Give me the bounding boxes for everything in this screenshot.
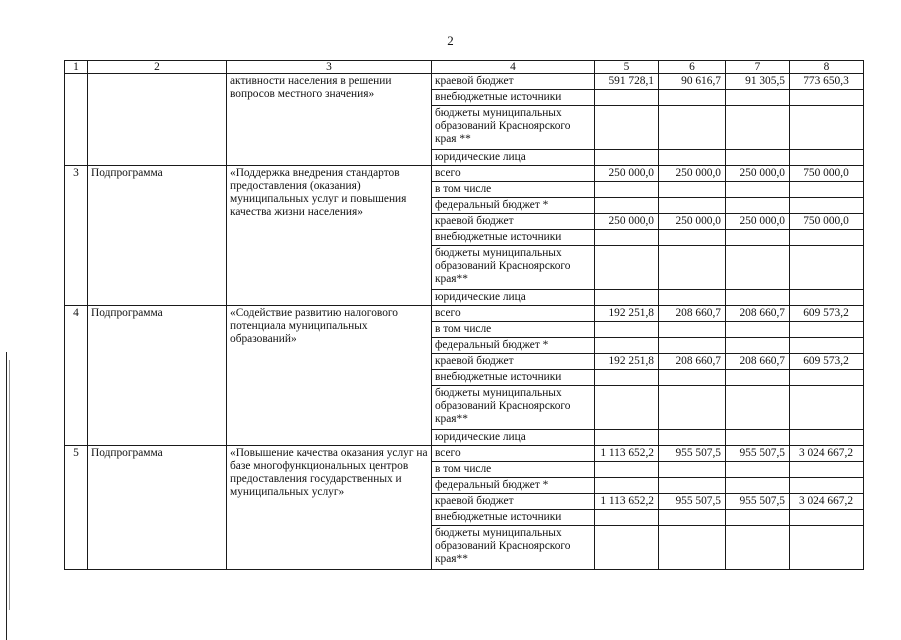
page-number: 2 (447, 33, 454, 48)
table-body (65, 61, 864, 570)
funding-table (64, 60, 864, 570)
amount-cell (659, 338, 726, 354)
amount-cell (595, 478, 659, 494)
column-header: 2 (88, 61, 227, 74)
funding-source: в том числе (432, 182, 595, 198)
funding-source: юридические лица (432, 290, 595, 306)
amount-cell: 250 000,0 (595, 214, 659, 230)
amount-cell (595, 386, 659, 430)
amount-cell (595, 90, 659, 106)
amount-cell: 91 305,5 (726, 74, 790, 90)
amount-cell (659, 386, 726, 430)
amount-cell: 250 000,0 (595, 166, 659, 182)
amount-cell (790, 462, 864, 478)
amount-cell: 250 000,0 (659, 166, 726, 182)
table-row (65, 74, 864, 90)
column-header: 3 (227, 61, 432, 74)
amount-cell (790, 386, 864, 430)
amount-cell (790, 90, 864, 106)
amount-cell (659, 198, 726, 214)
amount-cell (595, 230, 659, 246)
amount-cell (790, 322, 864, 338)
amount-cell (790, 246, 864, 290)
amount-cell (790, 182, 864, 198)
column-header: 7 (726, 61, 790, 74)
amount-cell (790, 510, 864, 526)
column-header: 5 (595, 61, 659, 74)
amount-cell (595, 246, 659, 290)
amount-cell: 250 000,0 (726, 214, 790, 230)
funding-source: юридические лица (432, 430, 595, 446)
amount-cell: 955 507,5 (726, 446, 790, 462)
amount-cell (659, 370, 726, 386)
amount-cell (790, 430, 864, 446)
amount-cell: 750 000,0 (790, 214, 864, 230)
amount-cell (726, 322, 790, 338)
funding-source: краевой бюджет (432, 494, 595, 510)
amount-cell: 208 660,7 (659, 354, 726, 370)
amount-cell: 591 728,1 (595, 74, 659, 90)
amount-cell (726, 290, 790, 306)
amount-cell: 208 660,7 (726, 354, 790, 370)
amount-cell (726, 230, 790, 246)
funding-source: всего (432, 446, 595, 462)
funding-source: бюджеты муниципальных образований Красноярского края** (432, 386, 595, 430)
program-type: Подпрограмма (88, 306, 227, 446)
funding-source: в том числе (432, 462, 595, 478)
amount-cell (726, 90, 790, 106)
amount-cell (595, 370, 659, 386)
funding-source: краевой бюджет (432, 214, 595, 230)
program-title: «Поддержка внедрения стандартов предоставления (оказания) муниципальных услуг и повышения качества жизни населения» (227, 166, 432, 306)
margin-line-faint (9, 360, 10, 610)
amount-cell (790, 526, 864, 570)
amount-cell: 3 024 667,2 (790, 494, 864, 510)
funding-source: внебюджетные источники (432, 510, 595, 526)
amount-cell (790, 198, 864, 214)
amount-cell (659, 106, 726, 150)
funding-source: внебюджетные источники (432, 370, 595, 386)
amount-cell (790, 290, 864, 306)
column-header: 8 (790, 61, 864, 74)
program-title: «Содействие развитию налогового потенциала муниципальных образований» (227, 306, 432, 446)
amount-cell: 250 000,0 (726, 166, 790, 182)
amount-cell (595, 150, 659, 166)
table-row (65, 306, 864, 322)
amount-cell: 955 507,5 (659, 446, 726, 462)
amount-cell (659, 90, 726, 106)
amount-cell: 609 573,2 (790, 354, 864, 370)
amount-cell: 750 000,0 (790, 166, 864, 182)
funding-source: краевой бюджет (432, 74, 595, 90)
amount-cell (726, 478, 790, 494)
program-type: Подпрограмма (88, 166, 227, 306)
amount-cell (595, 290, 659, 306)
amount-cell (726, 198, 790, 214)
program-type: Подпрограмма (88, 446, 227, 570)
amount-cell (726, 510, 790, 526)
funding-source: внебюджетные источники (432, 90, 595, 106)
amount-cell (659, 462, 726, 478)
amount-cell (659, 246, 726, 290)
funding-source: бюджеты муниципальных образований Красноярского края ** (432, 106, 595, 150)
amount-cell (726, 462, 790, 478)
amount-cell (726, 106, 790, 150)
amount-cell (790, 370, 864, 386)
funding-source: федеральный бюджет * (432, 198, 595, 214)
amount-cell: 208 660,7 (659, 306, 726, 322)
amount-cell (659, 510, 726, 526)
amount-cell (726, 430, 790, 446)
amount-cell (595, 106, 659, 150)
column-header: 6 (659, 61, 726, 74)
row-number: 5 (65, 446, 88, 570)
amount-cell (595, 198, 659, 214)
column-header: 4 (432, 61, 595, 74)
row-number: 3 (65, 166, 88, 306)
funding-source: всего (432, 306, 595, 322)
table-row (65, 166, 864, 182)
program-title: «Повышение качества оказания услуг на базе многофункциональных центров предоставления государственных и муниципальных услуг» (227, 446, 432, 570)
amount-cell: 773 650,3 (790, 74, 864, 90)
amount-cell (595, 430, 659, 446)
amount-cell (726, 246, 790, 290)
amount-cell (659, 478, 726, 494)
amount-cell: 955 507,5 (659, 494, 726, 510)
amount-cell (659, 290, 726, 306)
column-header: 1 (65, 61, 88, 74)
amount-cell: 1 113 652,2 (595, 494, 659, 510)
amount-cell (726, 526, 790, 570)
amount-cell (595, 510, 659, 526)
amount-cell (726, 338, 790, 354)
amount-cell: 3 024 667,2 (790, 446, 864, 462)
amount-cell (595, 322, 659, 338)
table-row (65, 446, 864, 462)
amount-cell (726, 150, 790, 166)
amount-cell: 955 507,5 (726, 494, 790, 510)
amount-cell (726, 370, 790, 386)
amount-cell (659, 430, 726, 446)
funding-source: краевой бюджет (432, 354, 595, 370)
amount-cell (595, 338, 659, 354)
amount-cell (790, 230, 864, 246)
amount-cell (595, 462, 659, 478)
amount-cell: 250 000,0 (659, 214, 726, 230)
amount-cell (659, 150, 726, 166)
row-number: 4 (65, 306, 88, 446)
amount-cell (595, 526, 659, 570)
amount-cell (659, 182, 726, 198)
funding-source: федеральный бюджет * (432, 338, 595, 354)
amount-cell (790, 106, 864, 150)
amount-cell: 609 573,2 (790, 306, 864, 322)
margin-line (6, 352, 7, 640)
program-type (88, 74, 227, 166)
row-number (65, 74, 88, 166)
amount-cell (726, 386, 790, 430)
amount-cell (790, 338, 864, 354)
column-number-row (65, 61, 864, 74)
funding-source: всего (432, 166, 595, 182)
amount-cell: 192 251,8 (595, 354, 659, 370)
amount-cell (790, 150, 864, 166)
amount-cell: 192 251,8 (595, 306, 659, 322)
amount-cell (595, 182, 659, 198)
funding-source: в том числе (432, 322, 595, 338)
funding-source: внебюджетные источники (432, 230, 595, 246)
funding-source: бюджеты муниципальных образований Красноярского края** (432, 526, 595, 570)
program-title: активности населения в решении вопросов местного значения» (227, 74, 432, 166)
funding-source: федеральный бюджет * (432, 478, 595, 494)
amount-cell (726, 182, 790, 198)
funding-source: юридические лица (432, 150, 595, 166)
amount-cell: 1 113 652,2 (595, 446, 659, 462)
amount-cell (790, 478, 864, 494)
amount-cell (659, 230, 726, 246)
amount-cell (659, 322, 726, 338)
funding-source: бюджеты муниципальных образований Красноярского края** (432, 246, 595, 290)
amount-cell: 90 616,7 (659, 74, 726, 90)
amount-cell (659, 526, 726, 570)
amount-cell: 208 660,7 (726, 306, 790, 322)
